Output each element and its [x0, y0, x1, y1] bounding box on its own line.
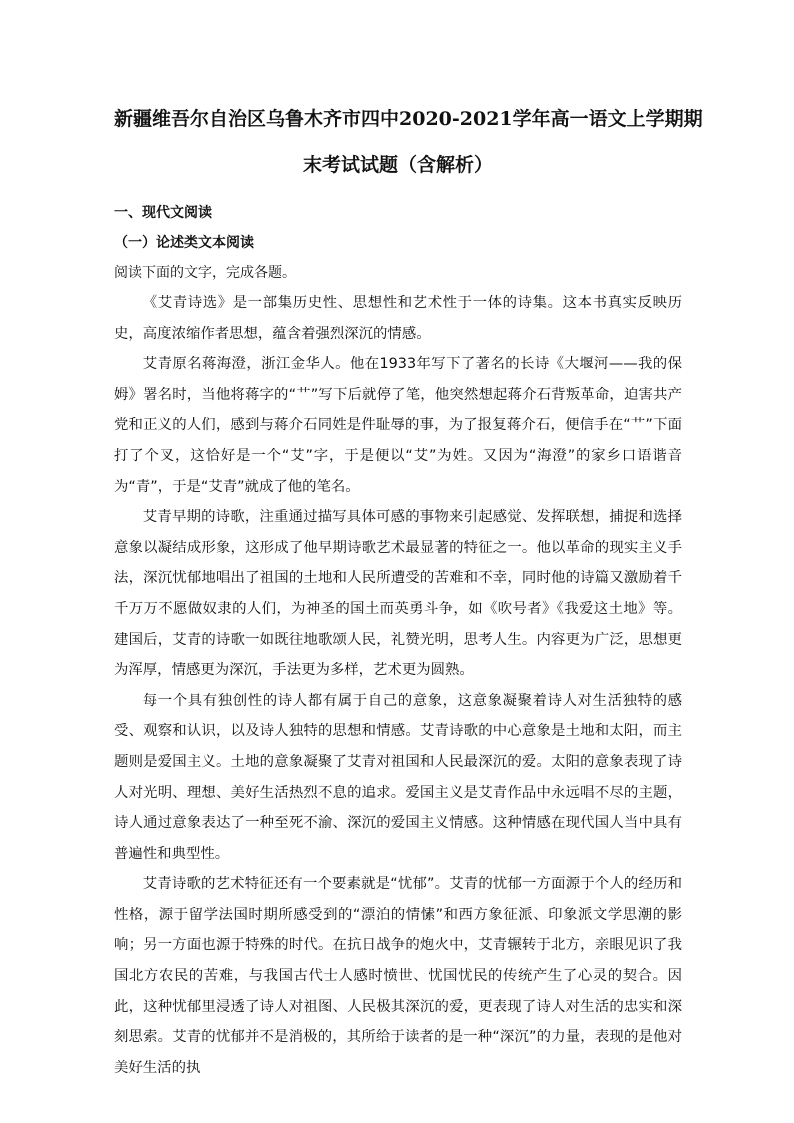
- paragraph-intro: 《艾青诗选》是一部集历史性、思想性和艺术性于一体的诗集。这本书真实反映历史，高度浓缩作者思想，蕴含着强烈深沉的情感。: [114, 295, 682, 342]
- sub-heading: （一）论述类文本阅读: [114, 235, 254, 251]
- document-title: [114, 96, 703, 188]
- paragraph-imagery: 每一个具有独创性的诗人都有属于自己的意象，这意象凝聚着诗人对生活独特的感受、观察和认识，以及诗人独特的思想和情感。艾青诗歌的中心意象是土地和太阳，而主题则是爱国主义。土地的意象凝聚了艾青对祖国和人民最深沉的爱。太阳的意象表现了诗人对光明、理想、美好生活热烈不息的追求。爱国主义是艾青作品中永远唱不尽的主题，诗人通过意象表达了一种至死不渝、深沉的爱国主义情感。这种情感在现代国人当中具有普遍性和典型性。: [114, 692, 682, 862]
- title-line-2: 末考试试题（含解析）: [302, 154, 493, 176]
- title-line-1: 新疆维吾尔自治区乌鲁木齐市四中2020-2021学年高一语文上学期期: [114, 108, 703, 130]
- reading-instruction: 阅读下面的文字，完成各题。: [114, 265, 296, 281]
- paragraph-pen-name: 艾青原名蒋海澄，浙江金华人。他在1933年写下了著名的长诗《大堰河——我的保姆》署名时，当他将蒋字的“艹”写下后就停了笔，他突然想起蒋介石背叛革命，迫害共产党和正义的人们，感到与蒋介石同姓是件耻辱的事，为了报复蒋介石，便信手在“艹”下面打了个叉，这恰好是一个“艾”字，于是便以“艾”为姓。又因为“海澄”的家乡口语谐音为“青”，于是“艾青”就成了他的笔名。: [114, 356, 682, 495]
- paragraph-early-poetry: 艾青早期的诗歌，注重通过描写具体可感的事物来引起感觉、发挥联想，捕捉和选择意象以凝结成形象，这形成了他早期诗歌艺术最显著的特征之一。他以革命的现实主义手法，深沉忧郁地唱出了祖国的土地和人民所遭受的苦难和不幸，同时他的诗篇又激励着千千万万不愿做奴隶的人们，为神圣的国土而英勇斗争，如《吹号者》《我爱这土地》等。建国后，艾青的诗歌一如既往地歌颂人民，礼赞光明，思考人生。内容更为广泛，思想更为浑厚，情感更为深沉，手法更为多样，艺术更为圆熟。: [114, 509, 682, 679]
- paragraph-melancholy: 艾青诗歌的艺术特征还有一个要素就是“忧郁”。艾青的忧郁一方面源于个人的经历和性格，源于留学法国时期所感受到的“漂泊的情愫”和西方象征派、印象派文学思潮的影响；另一方面也源于特殊的时代。在抗日战争的炮火中，艾青辗转于北方，亲眼见识了我国北方农民的苦难，与我国古代士人感时愤世、忧国忧民的传统产生了心灵的契合。因此，这种忧郁里浸透了诗人对祖图、人民极其深沉的爱，更表现了诗人对生活的忠实和深刻思索。艾青的忧郁并不是消极的，其所给于读者的是一种“深沉”的力量，表现的是他对美好生活的执: [114, 876, 682, 1076]
- section-heading: 一、现代文阅读: [114, 205, 212, 221]
